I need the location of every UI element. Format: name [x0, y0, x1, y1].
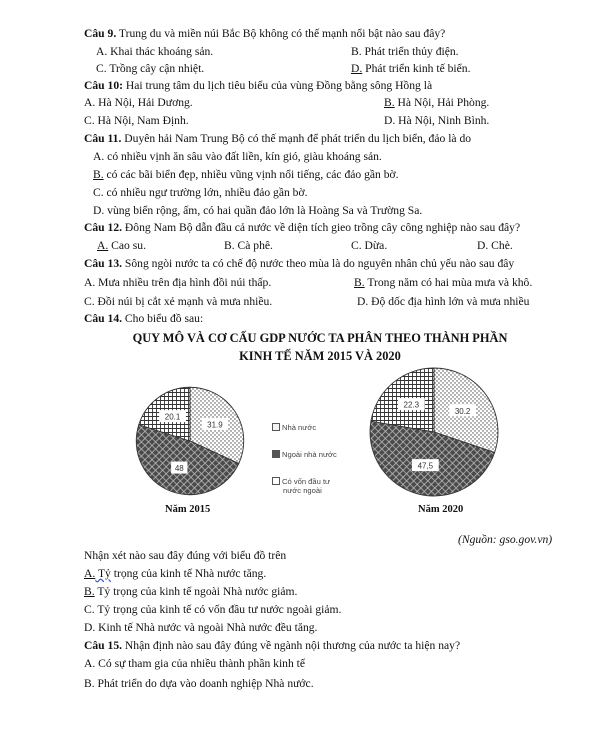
q15-stem: [84, 640, 460, 652]
pie-2015-value-ngoai-nha-nuoc: 48: [174, 464, 184, 474]
q15-option-b[interactable]: B. Phát triển do dựa vào doanh nghiệp Nhà nước.: [84, 677, 314, 690]
q9-label: Câu 9.: [84, 27, 117, 40]
q9-option-c[interactable]: C. Trồng cây cận nhiệt.: [96, 62, 205, 75]
q11-option-d[interactable]: D. vùng biển rộng, ấm, có hai quần đảo lớn là Hoàng Sa và Trường Sa.: [93, 204, 423, 217]
q11-option-c[interactable]: C. có nhiều ngư trường lớn, nhiều đảo gần bờ.: [93, 186, 308, 199]
q14-option-c[interactable]: C. Tỷ trọng của kinh tế có vốn đầu tư nước ngoài giảm.: [84, 603, 342, 616]
legend-label-ngoai-nha-nuoc: Ngoài nhà nước: [282, 450, 337, 459]
q10-option-b-letter: B.: [384, 96, 395, 109]
q14-option-a-letter: A.: [84, 567, 96, 580]
legend-item-nha-nuoc: [272, 423, 316, 432]
chart-2020-caption: Năm 2020: [418, 504, 464, 515]
pie-2020-value-fdi: 22.3: [403, 400, 420, 410]
q13-label: Câu 13.: [84, 257, 123, 270]
q13-option-a[interactable]: A. Mưa nhiều trên địa hình đồi núi thấp.: [84, 276, 272, 289]
q12-option-b[interactable]: B. Cà phê.: [224, 239, 273, 252]
q10-option-d[interactable]: D. Hà Nội, Ninh Bình.: [384, 114, 490, 127]
q9-option-a[interactable]: A. Khai thác khoáng sản.: [96, 45, 214, 58]
q10-option-c[interactable]: C. Hà Nội, Nam Định.: [84, 114, 189, 127]
chart-title-line1: QUY MÔ VÀ CƠ CẤU GDP NƯỚC TA PHÂN THEO THÀNH PHẦN: [132, 331, 508, 345]
q13-option-d[interactable]: D. Độ dốc địa hình lớn và mưa nhiều: [357, 295, 530, 308]
pie-2020-value-nha-nuoc: 30.2: [454, 406, 471, 416]
q10-text: Hai trung tâm du lịch tiêu biểu của vùng Đồng bằng sông Hồng là: [122, 79, 433, 92]
q14-option-a-squiggle: Tỷ: [95, 567, 111, 580]
q12-text: Đông Nam Bộ dẫn đầu cả nước về diện tích gieo trồng cây công nghiệp nào sau đây?: [122, 221, 521, 234]
q12-option-d[interactable]: D. Chè.: [477, 239, 513, 252]
q12-option-a-text: Cao su.: [108, 239, 146, 252]
chart-source: (Nguồn: gso.gov.vn): [458, 533, 553, 546]
q9-text: Trung du và miền núi Bắc Bộ không có thế mạnh nổi bật nào sau đây?: [118, 27, 446, 40]
q11-label: Câu 11.: [84, 132, 122, 145]
q14-option-b-letter: B.: [84, 585, 95, 598]
legend-item-ngoai-nha-nuoc: [272, 450, 337, 459]
q14-prompt: Nhận xét nào sau đây đúng với biểu đồ trên: [84, 549, 287, 562]
legend-swatch-nha-nuoc: [272, 423, 280, 431]
q14-option-a-text: trọng của kinh tế Nhà nước tăng.: [110, 567, 267, 580]
q14-option-b[interactable]: [84, 586, 297, 598]
legend-label-fdi-1: Có vốn đầu tư: [282, 477, 331, 486]
pie-2020-value-ngoai-nha-nuoc: 47,5: [417, 461, 434, 471]
q15-label: Câu 15.: [84, 639, 123, 652]
q11-option-a[interactable]: A. có nhiều vịnh ăn sâu vào đất liền, kín gió, giàu khoáng sản.: [93, 150, 382, 163]
q13-option-c[interactable]: C. Đồi núi bị cắt xẻ mạnh và mưa nhiều.: [84, 295, 273, 308]
q11-option-b-text: có các bãi biển đẹp, nhiều vũng vịnh nổi tiếng, các đảo gần bờ.: [103, 168, 399, 181]
pie-2015-value-nha-nuoc: 31.9: [207, 420, 223, 430]
q9-option-b[interactable]: B. Phát triển thủy điện.: [351, 45, 459, 58]
legend-swatch-ngoai-nha-nuoc: [272, 450, 280, 458]
q11-option-b-letter: B.: [93, 168, 104, 181]
q9-option-d-text: Phát triển kinh tế biển.: [362, 62, 471, 75]
q15-text: Nhận định nào sau đây đúng về ngành nội thương của nước ta hiện nay?: [122, 639, 461, 652]
q9-option-d-letter: D.: [351, 62, 363, 75]
legend-label-fdi-2: nước ngoài: [283, 486, 322, 495]
q10-option-b-text: Hà Nội, Hải Phòng.: [394, 96, 490, 109]
legend-swatch-fdi: [272, 477, 280, 485]
q10-option-a[interactable]: A. Hà Nội, Hải Dương.: [84, 96, 193, 109]
q12-label: Câu 12.: [84, 221, 123, 234]
chart-title-line2: KINH TẾ NĂM 2015 VÀ 2020: [239, 349, 401, 363]
q14-option-a[interactable]: [84, 568, 266, 580]
pie-2015-value-fdi: 20.1: [164, 412, 181, 422]
q14-text: Cho biểu đồ sau:: [122, 312, 204, 325]
q12-option-c[interactable]: C. Dừa.: [351, 239, 388, 252]
q13-option-b-text: Trong năm có hai mùa mưa và khô.: [364, 276, 533, 289]
legend-item-fdi: [272, 477, 330, 486]
q12-option-a-letter: A.: [97, 239, 109, 252]
q13-text: Sông ngòi nước ta có chế độ nước theo mùa là do nguyên nhân chủ yếu nào sau đây: [122, 257, 515, 270]
chart-2015-caption: Năm 2015: [165, 504, 211, 515]
q14-label: Câu 14.: [84, 312, 123, 325]
q14-option-b-text: Tỷ trọng của kinh tế ngoài Nhà nước giảm.: [94, 585, 298, 598]
q14-option-d[interactable]: D. Kinh tế Nhà nước và ngoài Nhà nước đều tăng.: [84, 621, 318, 634]
q15-option-a[interactable]: A. Có sự tham gia của nhiều thành phần kinh tế: [84, 657, 306, 670]
legend-label-nha-nuoc: Nhà nước: [282, 423, 317, 432]
q13-option-b-letter: B.: [354, 276, 365, 289]
q10-label: Câu 10:: [84, 79, 123, 92]
q11-text: Duyên hải Nam Trung Bộ có thế mạnh để phát triển du lịch biển, đảo là do: [121, 132, 472, 145]
